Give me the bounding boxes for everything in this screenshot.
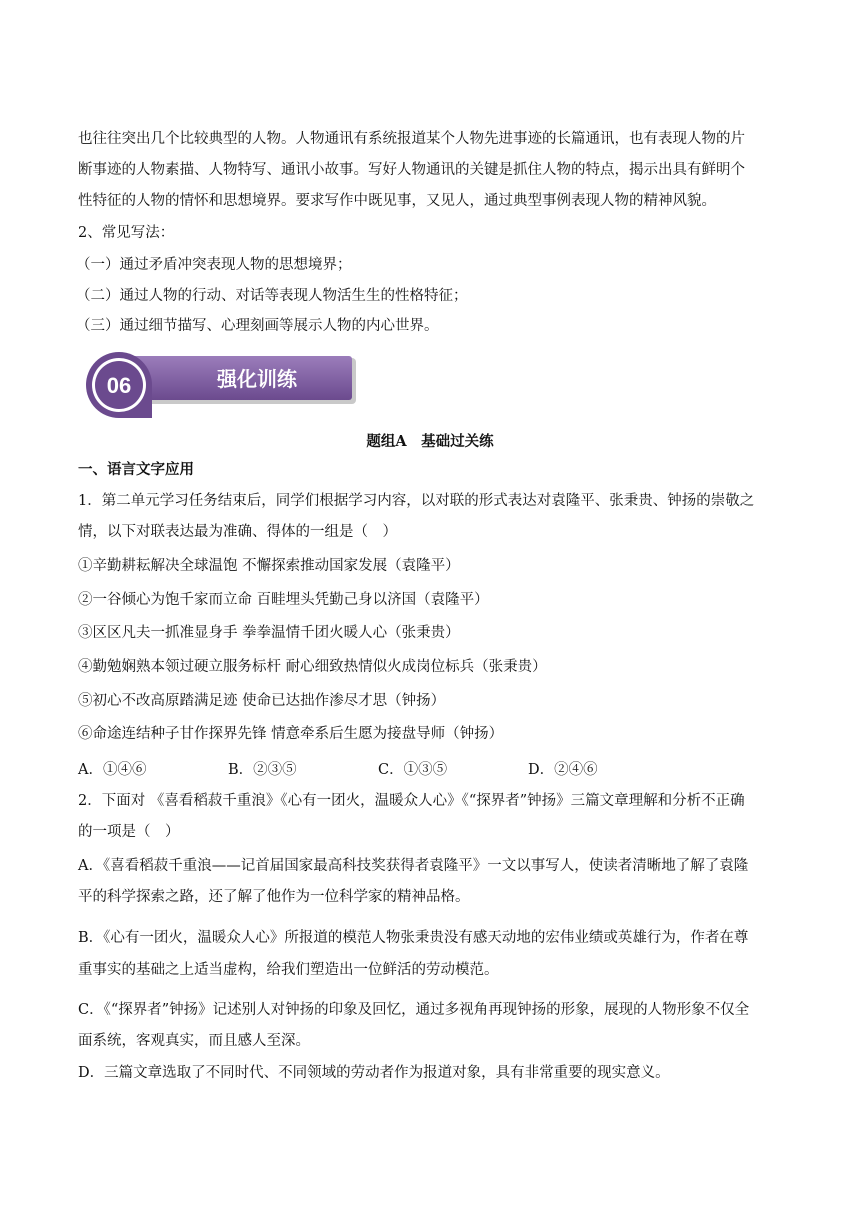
q1-item: ⑥命途连结种子甘作探界先锋 情意牵系后生愿为接盘导师（钟扬）: [78, 726, 504, 742]
banner-title: 强化训练: [217, 367, 297, 391]
q1-item: ③区区凡夫一抓准显身手 拳拳温情千团火暖人心（张秉贵）: [78, 625, 460, 641]
q1-item: ②一谷倾心为饱千家而立命 百畦埋头凭勤己身以济国（袁隆平）: [78, 592, 489, 608]
group-title: 题组A 基础过关练: [366, 433, 494, 450]
q1-option-b[interactable]: B．②③⑤: [228, 762, 297, 778]
q2-option-a-cont[interactable]: 平的科学探索之路，还了解了他作为一位科学家的精神品格。: [78, 889, 470, 905]
section-title: 一、语言文字应用: [78, 461, 194, 478]
q2-option-a[interactable]: A．《喜看稻菽千重浪——记首届国家最高科技奖获得者袁隆平》一文以事写人，使读者清晰地了解了袁隆: [78, 858, 749, 874]
q1-stem-line-2: 情，以下对联表达最为准确、得体的一组是（ ）: [78, 524, 397, 540]
intro-line-2: 断事迹的人物素描、人物特写、通讯小故事。写好人物通讯的关键是抓住人物的特点，揭示出具有鲜明个: [78, 162, 745, 178]
q1-item: ⑤初心不改高原踏满足迹 使命已达拙作渗尽才思（钟扬）: [78, 693, 446, 709]
section-banner: [82, 348, 362, 418]
q2-option-c[interactable]: C．《“探界者”钟扬》记述别人对钟扬的印象及回忆，通过多视角再现钟扬的形象，展现的人物形象不仅全: [78, 1002, 750, 1018]
q2-option-d[interactable]: D．三篇文章选取了不同时代、不同领域的劳动者作为报道对象，具有非常重要的现实意义。: [78, 1065, 670, 1081]
q1-item: ④勤勉娴熟本领过硬立服务标杆 耐心细致热情似火成岗位标兵（张秉贵）: [78, 659, 547, 675]
q1-item: ①辛勤耕耘解决全球温饱 不懈探索推动国家发展（袁隆平）: [78, 558, 460, 574]
q1-option-a[interactable]: A．①④⑥: [78, 762, 147, 778]
q2-option-b[interactable]: B．《心有一团火，温暖众人心》所报道的模范人物张秉贵没有感天动地的宏伟业绩或英雄行为，作者在尊: [78, 930, 749, 946]
q1-option-d[interactable]: D．②④⑥: [528, 762, 598, 778]
q2-stem-line-2: 的一项是（ ）: [78, 824, 180, 840]
q2-stem-line-1: 2．下面对 《喜看稻菽千重浪》《心有一团火，温暖众人心》《“探界者”钟扬》三篇文章理解和分析不正确: [78, 793, 745, 809]
method-2: （二）通过人物的行动、对话等表现人物活生生的性格特征；: [76, 288, 468, 304]
intro-line-3: 性特征的人物的情怀和思想境界。要求写作中既见事，又见人，通过典型事例表现人物的精神风貌。: [78, 193, 716, 209]
q2-option-c-cont[interactable]: 面系统，客观真实，而且感人至深。: [78, 1033, 310, 1049]
method-1: （一）通过矛盾冲突表现人物的思想境界；: [76, 257, 352, 273]
q2-option-b-cont[interactable]: 重事实的基础之上适当虚构，给我们塑造出一位鲜活的劳动模范。: [78, 962, 499, 978]
q1-option-c[interactable]: C．①③⑤: [378, 762, 448, 778]
banner-number: 06: [106, 373, 132, 398]
q1-stem-line-1: 1．第二单元学习任务结束后，同学们根据学习内容，以对联的形式表达对袁隆平、张秉贵、钟扬的崇敬之: [78, 493, 755, 509]
intro-line-1: 也往往突出几个比较典型的人物。人物通讯有系统报道某个人物先进事迹的长篇通讯，也有表现人物的片: [78, 131, 745, 147]
writing-methods-heading: 2、常见写法：: [78, 225, 175, 241]
method-3: （三）通过细节描写、心理刻画等展示人物的内心世界。: [76, 318, 439, 334]
